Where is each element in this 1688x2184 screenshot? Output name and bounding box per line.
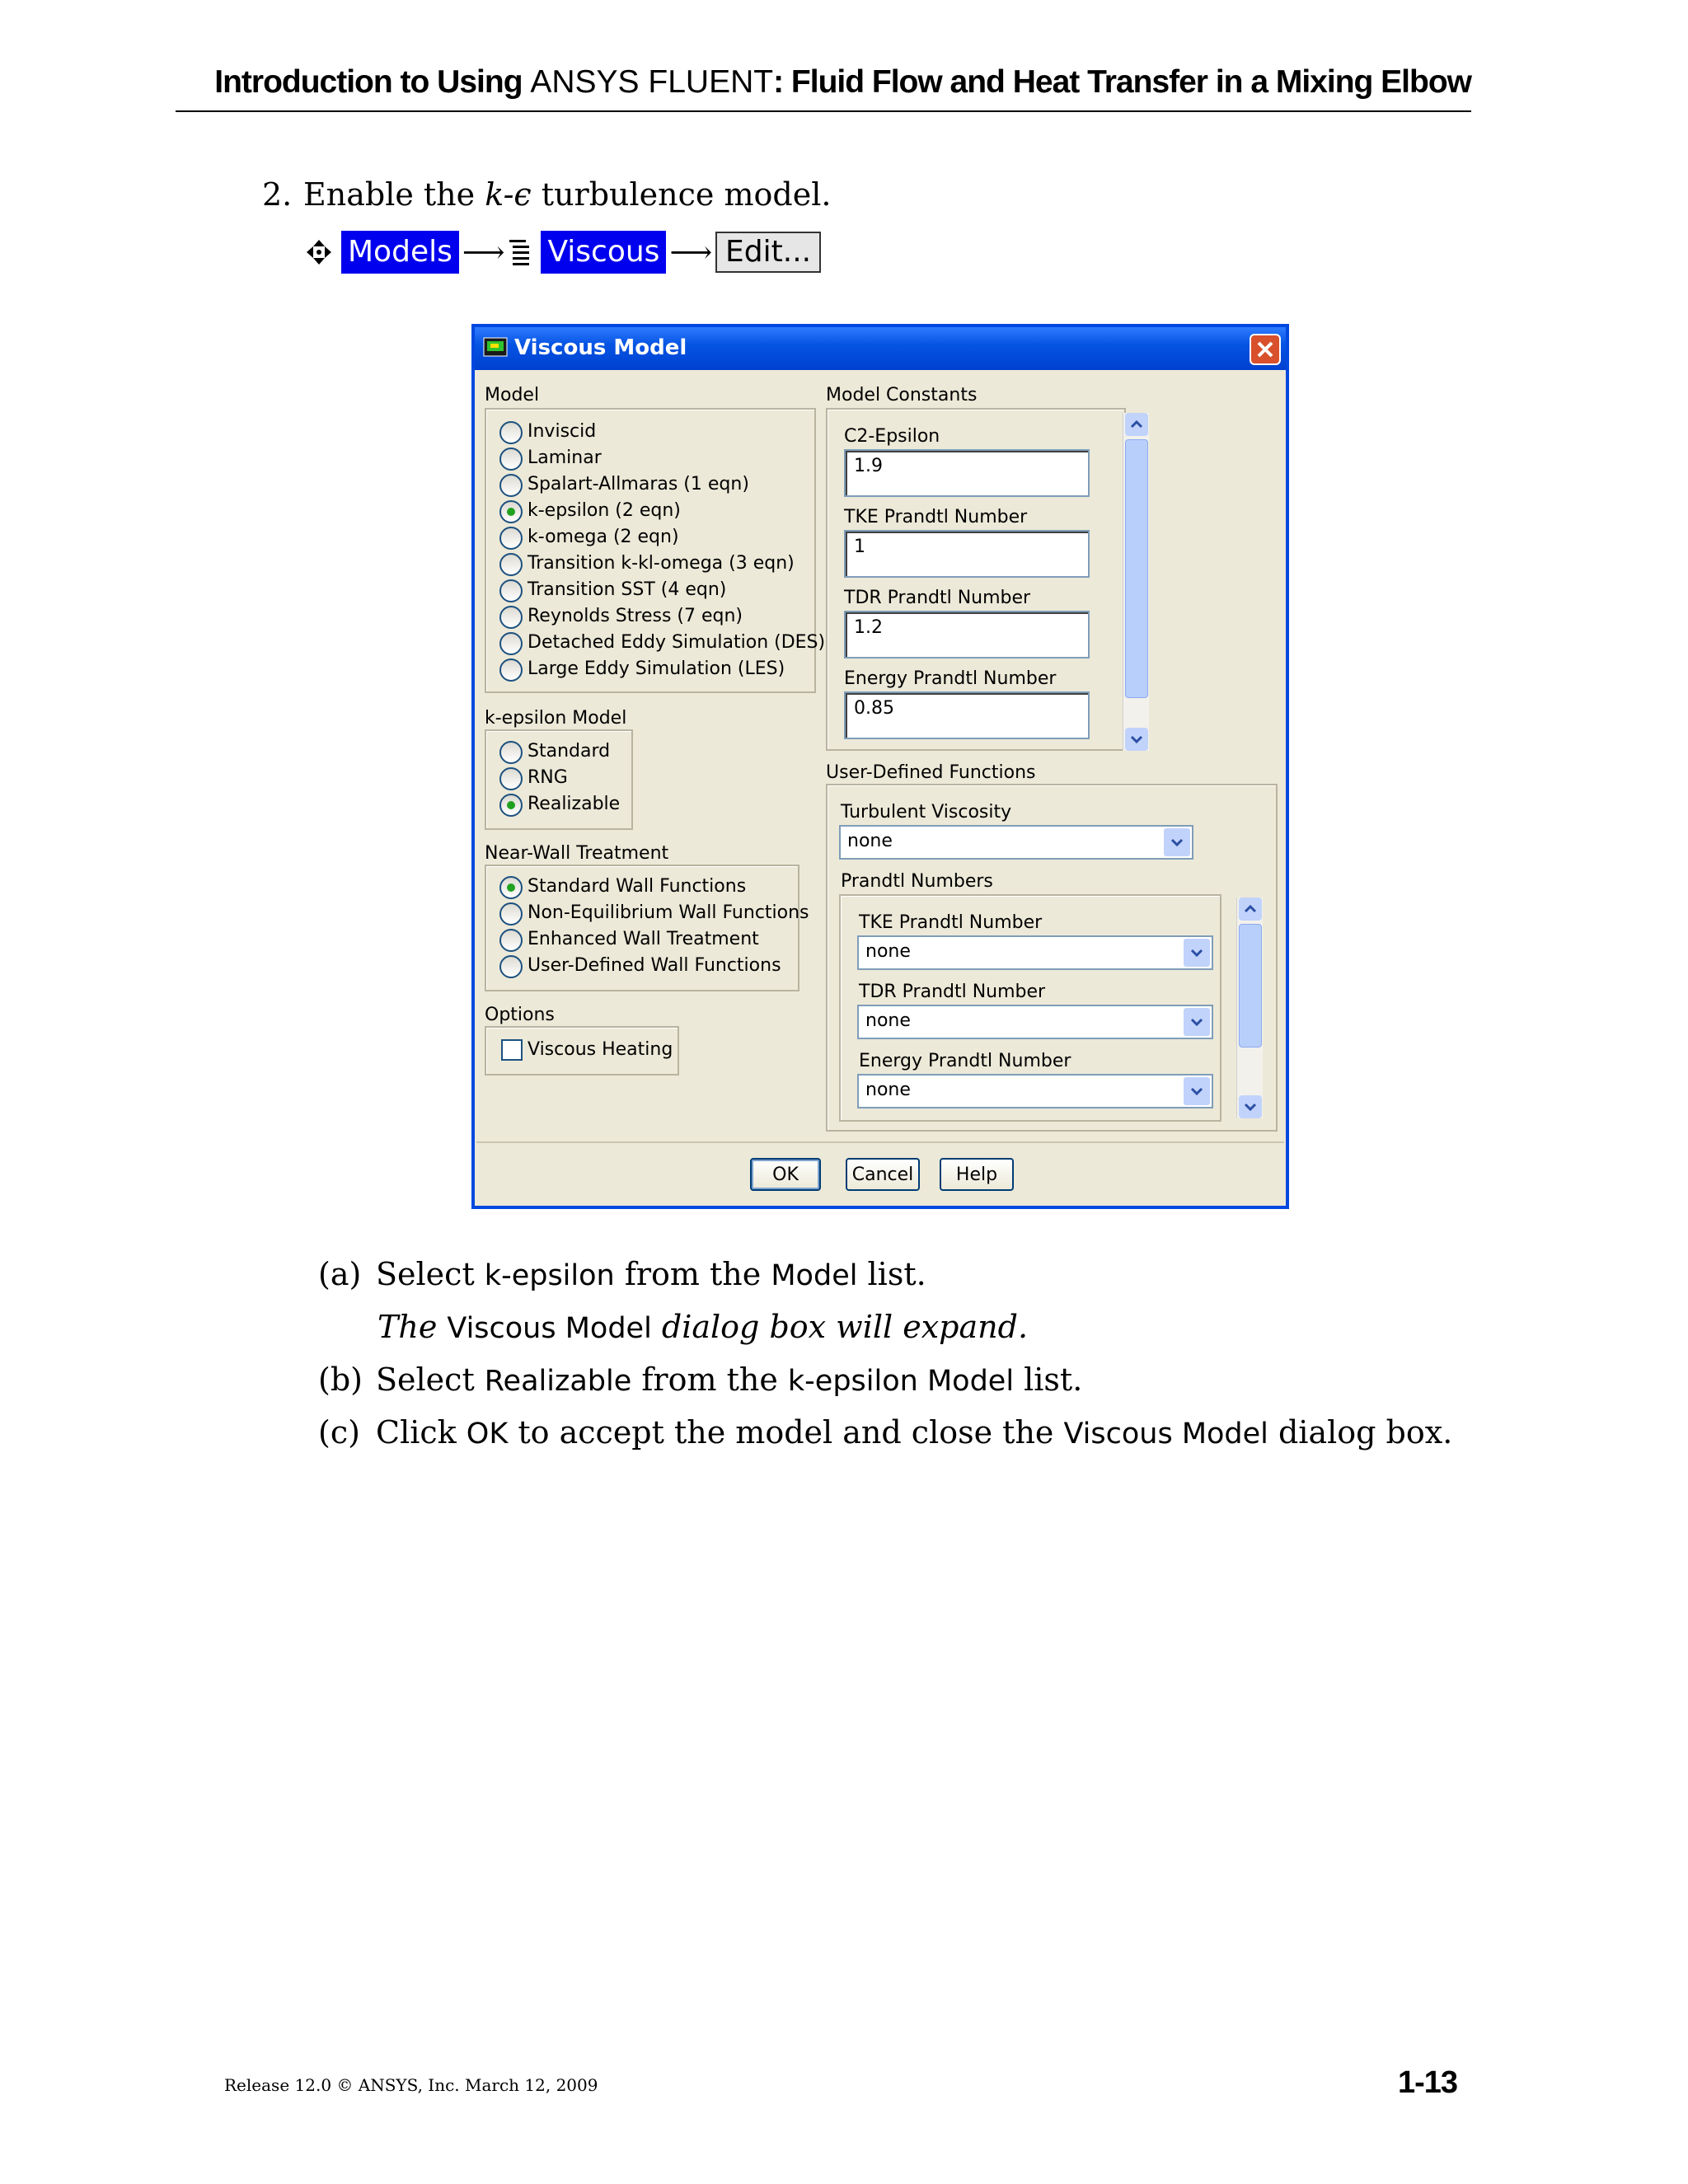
udf-group-label: User-Defined Functions: [826, 762, 1036, 783]
document-title: Introduction to Using ANSYS FLUENT: Fluid Flow and Heat Transfer in a Mixing Elbow: [214, 64, 1471, 100]
select-value: none: [865, 1080, 911, 1100]
ok-button[interactable]: OK: [750, 1158, 821, 1191]
constant-label: Energy Prandtl Number: [844, 668, 1057, 689]
release-footer: Release 12.0 © ANSYS, Inc. March 12, 2009: [224, 2075, 598, 2095]
model-group-label: Model: [485, 385, 540, 405]
option-label: Transition k-kl-omega (3 eqn): [528, 553, 795, 574]
tdr-prandtl-select[interactable]: [857, 1005, 1213, 1039]
tdr-prandtl-input[interactable]: 1.2: [844, 611, 1090, 658]
tke-prandtl-select[interactable]: [857, 935, 1213, 970]
option-label: Enhanced Wall Treatment: [528, 929, 759, 949]
option-label: Standard Wall Functions: [528, 876, 747, 897]
model-constants-label: Model Constants: [826, 385, 978, 405]
option-label: k-omega (2 eqn): [528, 527, 679, 547]
constants-scrollbar[interactable]: [1123, 413, 1149, 751]
radio-transition-k-kl-omega[interactable]: [499, 553, 523, 576]
option-label: Reynolds Stress (7 eqn): [528, 606, 743, 626]
constant-label: TKE Prandtl Number: [844, 507, 1028, 527]
scroll-up-button[interactable]: [1125, 413, 1148, 436]
prandtl-label: Energy Prandtl Number: [859, 1051, 1071, 1071]
dropdown-button[interactable]: [1184, 1077, 1210, 1105]
radio-transition-sst[interactable]: [499, 579, 523, 602]
radio-k-omega[interactable]: [499, 527, 523, 550]
instruction-c: (c) Click OK to accept the model and close the Viscous Model dialog box.: [318, 1414, 1453, 1451]
tke-prandtl-input[interactable]: 1: [844, 530, 1090, 578]
scroll-down-button[interactable]: [1125, 728, 1148, 751]
select-value: none: [865, 941, 911, 962]
move-arrows-icon: [305, 238, 333, 266]
dialog-separator: [476, 1141, 1284, 1143]
option-label: Non-Equilibrium Wall Functions: [528, 902, 809, 923]
prandtl-scrollbar[interactable]: [1236, 898, 1263, 1118]
dialog-title: Viscous Model: [514, 335, 687, 360]
viscous-heating-label: Viscous Heating: [528, 1039, 673, 1060]
option-label: User-Defined Wall Functions: [528, 955, 781, 976]
radio-realizable[interactable]: [499, 794, 523, 817]
step-number: 2.: [262, 176, 293, 213]
close-icon: [1251, 335, 1279, 363]
prandtl-numbers-label: Prandtl Numbers: [841, 871, 993, 892]
navigation-path: [305, 229, 821, 275]
radio-standard[interactable]: [499, 741, 523, 764]
option-label: Transition SST (4 eqn): [528, 579, 727, 600]
viscous-heating-checkbox[interactable]: [501, 1039, 523, 1061]
help-button[interactable]: Help: [940, 1158, 1014, 1191]
energy-prandtl-select[interactable]: [857, 1074, 1213, 1108]
radio-les[interactable]: [499, 658, 523, 682]
constant-label: C2-Epsilon: [844, 426, 940, 447]
page-header: [176, 59, 1471, 112]
scroll-thumb[interactable]: [1125, 439, 1148, 698]
option-label: Spalart-Allmaras (1 eqn): [528, 474, 749, 494]
dialog-titlebar[interactable]: [475, 327, 1286, 370]
instruction-b: (b) Select Realizable from the k-epsilon Model list.: [318, 1361, 1083, 1398]
option-label: Inviscid: [528, 421, 597, 442]
instruction-a: (a) Select k-epsilon from the Model list.: [318, 1256, 926, 1292]
option-label: Realizable: [528, 794, 621, 814]
arrow-icon: ⟶: [669, 235, 713, 269]
radio-enhanced-wall-treatment[interactable]: [499, 929, 523, 952]
list-icon: [508, 238, 532, 266]
c2-epsilon-input[interactable]: 1.9: [844, 449, 1090, 497]
select-value: none: [865, 1010, 911, 1031]
prandtl-label: TKE Prandtl Number: [859, 912, 1043, 933]
chevron-down-icon: [1170, 838, 1184, 846]
models-link[interactable]: Models: [341, 231, 459, 274]
page-number: 1-13: [1397, 2065, 1457, 2100]
dropdown-button[interactable]: [1184, 1008, 1210, 1036]
dropdown-button[interactable]: [1164, 828, 1190, 856]
viscous-model-dialog: [471, 324, 1289, 1209]
close-button[interactable]: [1250, 334, 1281, 365]
option-label: RNG: [528, 767, 568, 788]
turbulent-viscosity-select[interactable]: [839, 825, 1193, 860]
k-epsilon-group-label: k-epsilon Model: [485, 708, 627, 729]
radio-laminar[interactable]: [499, 448, 523, 471]
option-label: Detached Eddy Simulation (DES): [528, 632, 826, 653]
fluent-app-icon: [483, 337, 508, 363]
prandtl-label: TDR Prandtl Number: [859, 982, 1046, 1002]
chevron-down-icon: [1190, 949, 1203, 957]
option-label: Large Eddy Simulation (LES): [528, 658, 785, 679]
radio-rng[interactable]: [499, 767, 523, 790]
instruction-a-note: The Viscous Model dialog box will expand.: [377, 1309, 1029, 1345]
radio-k-epsilon[interactable]: [499, 500, 523, 523]
viscous-link[interactable]: Viscous: [541, 231, 666, 274]
scroll-up-button[interactable]: [1239, 898, 1262, 921]
energy-prandtl-input[interactable]: 0.85: [844, 691, 1090, 739]
radio-standard-wall-functions[interactable]: [499, 876, 523, 899]
turbulent-viscosity-label: Turbulent Viscosity: [841, 802, 1012, 823]
chevron-up-icon: [1244, 905, 1257, 913]
chevron-down-icon: [1244, 1103, 1257, 1111]
near-wall-group-label: Near-Wall Treatment: [485, 843, 669, 864]
cancel-button[interactable]: Cancel: [846, 1158, 920, 1191]
chevron-down-icon: [1190, 1087, 1203, 1095]
dropdown-button[interactable]: [1184, 939, 1210, 967]
radio-inviscid[interactable]: [499, 421, 523, 444]
option-label: k-epsilon (2 eqn): [528, 500, 681, 521]
chevron-down-icon: [1130, 735, 1143, 743]
scroll-thumb[interactable]: [1239, 924, 1262, 1047]
step-2: 2. Enable the k-ϵ turbulence model.: [262, 176, 832, 213]
radio-non-equilibrium-wall-functions[interactable]: [499, 902, 523, 926]
edit-button[interactable]: Edit...: [715, 232, 821, 273]
arrow-icon: ⟶: [462, 235, 505, 269]
scroll-down-button[interactable]: [1239, 1095, 1262, 1118]
select-value: none: [847, 831, 893, 851]
options-group-label: Options: [485, 1005, 555, 1025]
option-label: Laminar: [528, 448, 602, 468]
radio-user-defined-wall-functions[interactable]: [499, 955, 523, 978]
radio-reynolds-stress[interactable]: [499, 606, 523, 629]
constant-label: TDR Prandtl Number: [844, 588, 1031, 608]
option-label: Standard: [528, 741, 611, 762]
chevron-up-icon: [1130, 420, 1143, 429]
radio-spalart-allmaras[interactable]: [499, 474, 523, 497]
chevron-down-icon: [1190, 1018, 1203, 1026]
radio-des[interactable]: [499, 632, 523, 655]
